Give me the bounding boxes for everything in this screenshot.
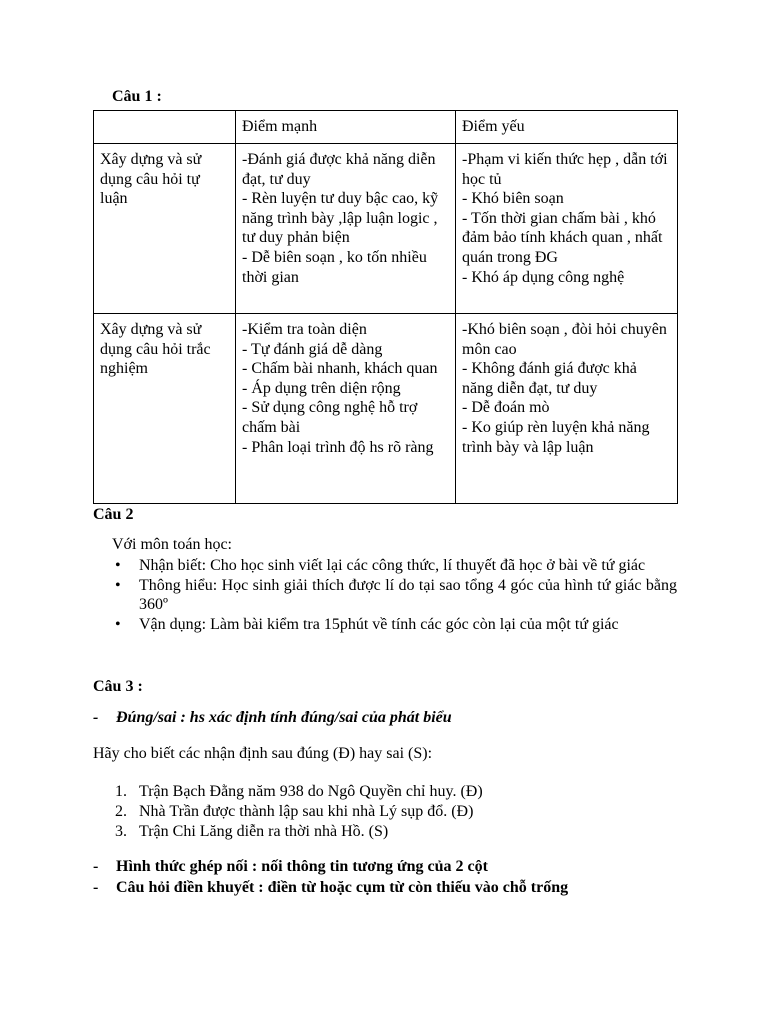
cell-weaknesses-essay [456, 144, 678, 314]
list-item [93, 576, 677, 615]
comparison-table [93, 110, 678, 504]
bullet-icon: • [115, 615, 121, 633]
q3-type-matching-text: Hình thức ghép nối : nối thông tin tương ứng của 2 cột [116, 858, 488, 875]
cell-weaknesses-multiple-choice [456, 314, 678, 504]
cell-line: - Dễ đoán mò [462, 399, 550, 417]
cell-line: -Đánh giá được khả năng diễn đạt, tư duy [242, 151, 436, 188]
q1-title: Câu 1 : [112, 88, 162, 105]
cell-line: -Kiểm tra toàn diện [242, 321, 367, 338]
cell-line: - Ko giúp rèn luyện khả năng trình bày và lập luận [462, 418, 650, 456]
row-label-essay: Xây dựng và sử dụng câu hỏi tự luận [94, 144, 236, 314]
dash-marker: - [93, 858, 99, 875]
q3-statement-list [93, 782, 677, 841]
q3-type-fill-blank-text: Câu hỏi điền khuyết : điền từ hoặc cụm từ còn thiếu vào chỗ trống [116, 879, 569, 896]
cell-line: - Rèn luyện tư duy bậc cao, kỹ năng trình bày ,lập luận logic , tư duy phản biện [242, 190, 439, 247]
list-item-text: Vận dụng: Làm bài kiểm tra 15phút về tính các góc còn lại của một tứ giác [139, 615, 619, 633]
cell-line: - Áp dụng trên diện rộng [242, 379, 401, 397]
list-number: 2. [115, 802, 127, 820]
cell-line: - Phân loại trình độ hs rõ ràng [242, 438, 434, 456]
header-cell-strengths: Điểm mạnh [236, 111, 456, 144]
cell-line: - Chấm bài nhanh, khách quan [242, 360, 438, 378]
q3-type-true-false [93, 708, 452, 728]
cell-line: - Không đánh giá được khả năng diễn đạt, tư duy [462, 360, 637, 397]
list-number: 1. [115, 783, 127, 800]
cell-line: - Sử dụng công nghệ hỗ trợ chấm bài [242, 399, 418, 436]
list-item [93, 822, 677, 842]
dash-marker: - [93, 879, 99, 896]
bullet-icon: • [115, 557, 121, 574]
bullet-icon: • [115, 576, 121, 594]
q2-bullet-list [93, 556, 677, 634]
row-label-multiple-choice: Xây dựng và sử dụng câu hỏi trắc nghiệm [94, 314, 236, 504]
table-row [94, 144, 678, 314]
header-cell-weaknesses: Điểm yếu [456, 111, 678, 144]
list-item [93, 782, 677, 802]
q3-title: Câu 3 : [93, 678, 143, 695]
cell-line: - Tốn thời gian chấm bài , khó đảm bảo tính khách quan , nhất quán trong ĐG [462, 209, 663, 266]
header-cell-empty [94, 111, 236, 144]
q2-intro: Với môn toán học: [112, 536, 232, 553]
table-header-row [94, 111, 678, 144]
dash-marker: - [93, 709, 99, 726]
cell-line: - Tự đánh giá dễ dàng [242, 340, 383, 358]
table-row [94, 314, 678, 504]
cell-line: -Phạm vi kiến thức hẹp , dẫn tới học tủ [462, 151, 668, 188]
list-item-text: Trận Chi Lăng diễn ra thời nhà Hồ. (S) [139, 822, 389, 840]
list-item [93, 615, 677, 635]
list-item-text: Nhận biết: Cho học sinh viết lại các công thức, lí thuyết đã học ở bài về tứ giác [139, 557, 646, 574]
q3-instruction: Hãy cho biết các nhận định sau đúng (Đ) hay sai (S): [93, 745, 433, 762]
cell-strengths-multiple-choice [236, 314, 456, 504]
cell-line: - Dễ biên soạn , ko tốn nhiều thời gian [242, 248, 427, 286]
q3-type-matching [93, 857, 488, 877]
cell-line: - Khó biên soạn [462, 190, 564, 208]
cell-line: -Khó biên soạn , đòi hỏi chuyên môn cao [462, 321, 667, 358]
list-item [93, 556, 677, 576]
q3-type-true-false-text: Đúng/sai : hs xác định tính đúng/sai của phát biểu [116, 709, 452, 726]
cell-strengths-essay [236, 144, 456, 314]
list-item-text: Trận Bạch Đằng năm 938 do Ngô Quyền chỉ huy. (Đ) [139, 783, 483, 800]
q2-title: Câu 2 [93, 506, 134, 523]
list-number: 3. [115, 822, 127, 840]
list-item-text: Thông hiểu: Học sinh giải thích được lí do tại sao tổng 4 góc của hình tứ giác bằng 360º [139, 576, 677, 614]
list-item [93, 802, 677, 822]
list-item-text: Nhà Trần được thành lập sau khi nhà Lý sụp đổ. (Đ) [139, 802, 474, 820]
cell-line: - Khó áp dụng công nghệ [462, 268, 625, 286]
q3-type-fill-blank [93, 878, 568, 898]
